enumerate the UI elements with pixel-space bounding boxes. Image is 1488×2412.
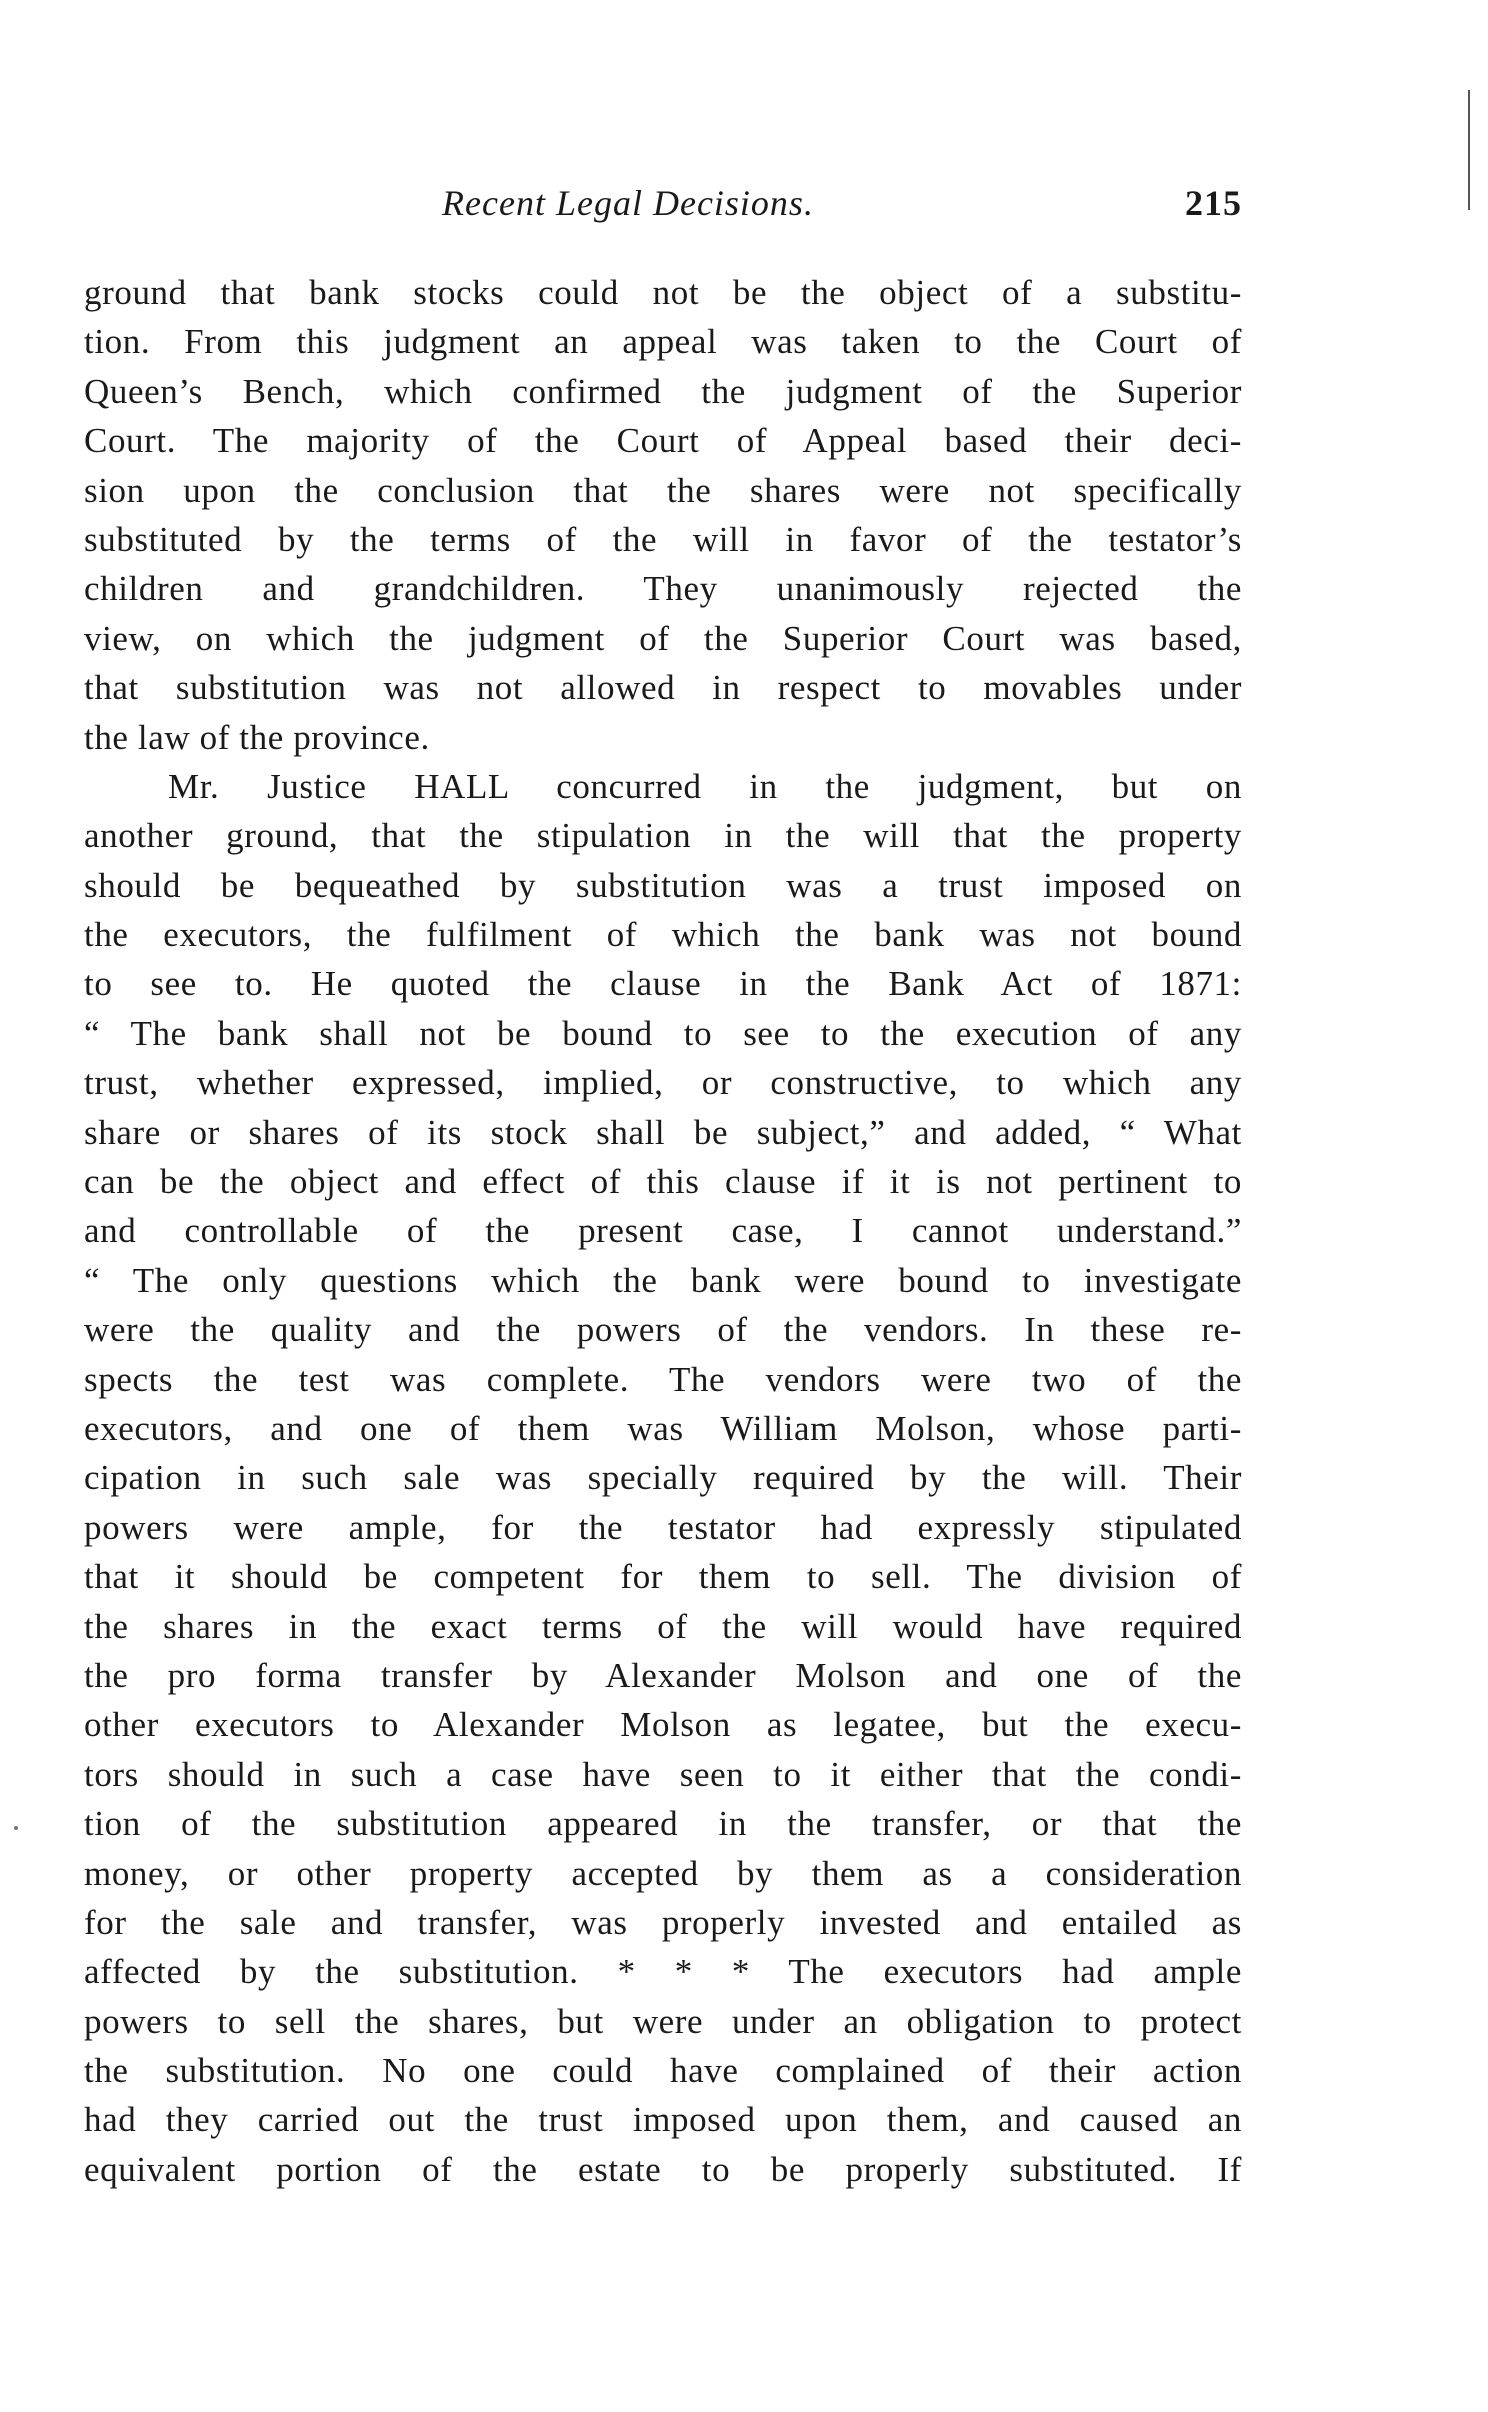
text-line: ground that bank stocks could not be the object of a substitu- bbox=[84, 273, 1242, 312]
body-text bbox=[84, 268, 1242, 2194]
text-line: children and grandchildren. They unanimously rejected the bbox=[84, 569, 1242, 609]
text-line: Queen’s Bench, which confirmed the judgment of the Superior bbox=[84, 371, 1242, 411]
text-line: money, or other property accepted by them as a consideration bbox=[84, 1853, 1242, 1893]
text-line: to see to. He quoted the clause in the Bank Act of 1871: bbox=[84, 964, 1242, 1004]
page-edge-line bbox=[1468, 90, 1470, 210]
page-number: 215 bbox=[1185, 183, 1242, 223]
text-line: other executors to Alexander Molson as legatee, but the execu- bbox=[84, 1705, 1242, 1745]
text-line: sion upon the conclusion that the shares were not specifically bbox=[84, 470, 1242, 510]
text-line: share or shares of its stock shall be subject,” and added, “ What bbox=[84, 1112, 1242, 1152]
text-line: executors, and one of them was William Molson, whose parti- bbox=[84, 1408, 1242, 1448]
text-line: trust, whether expressed, implied, or constructive, to which any bbox=[84, 1063, 1242, 1103]
text-line: tion of the substitution appeared in the transfer, or that the bbox=[84, 1804, 1242, 1844]
text-line: the law of the province. bbox=[84, 717, 430, 757]
text-line: the executors, the fulfilment of which the bank was not bound bbox=[84, 915, 1242, 955]
text-line: tors should in such a case have seen to it either that the condi- bbox=[84, 1754, 1242, 1794]
text-line: affected by the substitution. * * * The executors had ample bbox=[84, 1952, 1242, 1992]
text-line: “ The bank shall not be bound to see to the execution of any bbox=[84, 1013, 1242, 1053]
text-line: view, on which the judgment of the Superior Court was based, bbox=[84, 618, 1242, 658]
text-line: Court. The majority of the Court of Appeal based their deci- bbox=[84, 421, 1242, 461]
text-line: that it should be competent for them to sell. The division of bbox=[84, 1557, 1242, 1597]
text-line: for the sale and transfer, was properly invested and entailed as bbox=[84, 1902, 1242, 1942]
text-line: the pro forma transfer by Alexander Molson and one of the bbox=[84, 1655, 1242, 1695]
text-line: cipation in such sale was specially required by the will. Their bbox=[84, 1458, 1242, 1498]
text-line: another ground, that the stipulation in the will that the property bbox=[84, 816, 1242, 856]
text-line: the substitution. No one could have complained of their action bbox=[84, 2051, 1242, 2091]
text-line: the shares in the exact terms of the will would have required bbox=[84, 1606, 1242, 1646]
text-line: Mr. Justice HALL concurred in the judgment, but on bbox=[168, 766, 1242, 806]
text-line: had they carried out the trust imposed upon them, and caused an bbox=[84, 2100, 1242, 2140]
text-line: “ The only questions which the bank were bound to investigate bbox=[84, 1260, 1242, 1300]
margin-mark bbox=[14, 1826, 18, 1830]
text-line: and controllable of the present case, I cannot understand.” bbox=[84, 1211, 1242, 1251]
text-line: powers to sell the shares, but were under an obligation to protect bbox=[84, 2001, 1242, 2041]
running-title: Recent Legal Decisions. bbox=[442, 183, 814, 223]
text-line: were the quality and the powers of the vendors. In these re- bbox=[84, 1310, 1242, 1350]
text-line: substituted by the terms of the will in favor of the testator’s bbox=[84, 519, 1242, 559]
text-line: that substitution was not allowed in respect to movables under bbox=[84, 668, 1242, 708]
text-line: should be bequeathed by substitution was a trust imposed on bbox=[84, 865, 1242, 905]
text-line: can be the object and effect of this clause if it is not pertinent to bbox=[84, 1162, 1242, 1202]
text-line: spects the test was complete. The vendors were two of the bbox=[84, 1359, 1242, 1399]
text-line: powers were ample, for the testator had expressly stipulated bbox=[84, 1507, 1242, 1547]
text-line: equivalent portion of the estate to be properly substituted. If bbox=[84, 2149, 1242, 2189]
text-line: tion. From this judgment an appeal was taken to the Court of bbox=[84, 322, 1242, 362]
page-header bbox=[84, 182, 1242, 242]
